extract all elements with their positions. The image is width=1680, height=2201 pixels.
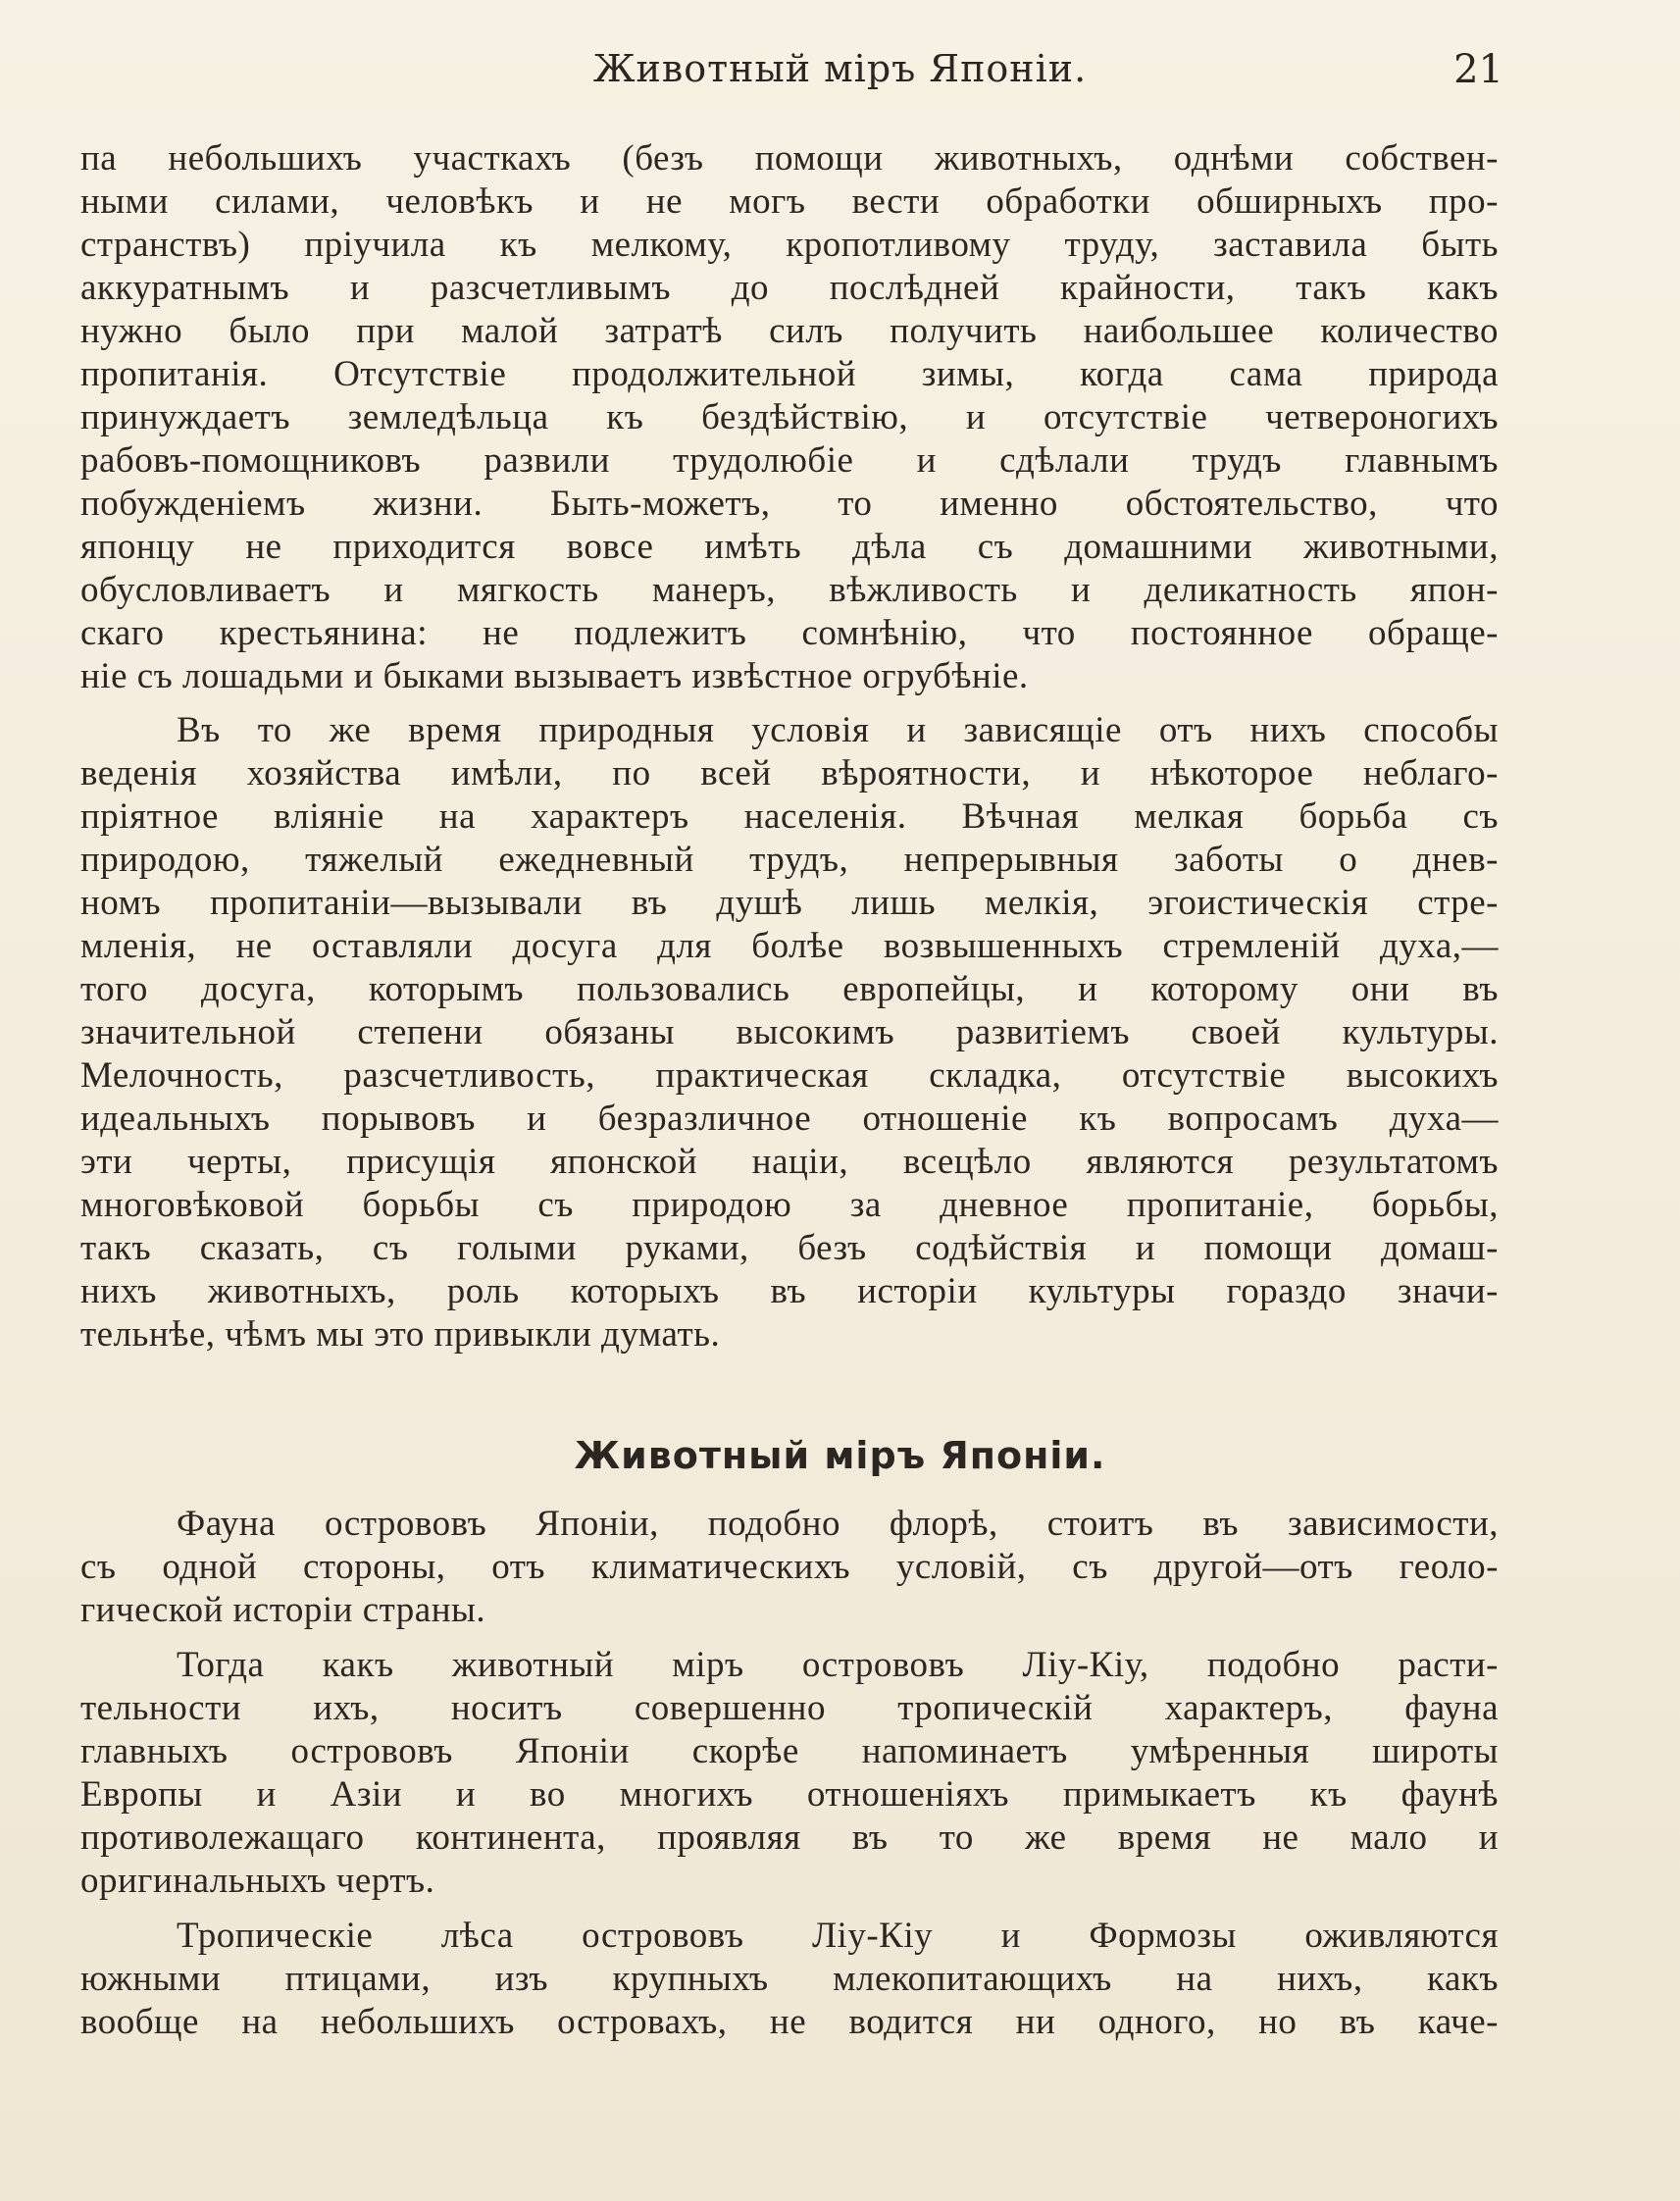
text-line: эти черты, присущія японской націи, всецѣло являются результатомъ [80, 1142, 1499, 1182]
text-line: значительной степени обязаны высокимъ развитіемъ своей культуры. [80, 1012, 1499, 1052]
text-line: такъ сказать, съ голыми руками, безъ содѣйствія и помощи домаш- [80, 1228, 1499, 1268]
text-line: па небольшихъ участкахъ (безъ помощи животныхъ, однѣми собствен- [80, 138, 1499, 179]
text-line: Тогда какъ животный міръ острововъ Ліу-Кіу, подобно расти- [177, 1645, 1499, 1685]
text-line: тельности ихъ, носитъ совершенно тропическій характеръ, фауна [80, 1688, 1499, 1728]
text-line: Европы и Азіи и во многихъ отношеніяхъ примыкаетъ къ фаунѣ [80, 1774, 1499, 1815]
text-line: принуждаетъ земледѣльца къ бездѣйствію, и отсутствіе четвероногихъ [80, 397, 1499, 437]
text-line: оригинальныхъ чертъ. [80, 1861, 435, 1901]
text-line: многовѣковой борьбы съ природою за дневное пропитаніе, борьбы, [80, 1185, 1499, 1225]
text-line: противолежащаго континента, проявляя въ то же время не мало и [80, 1817, 1499, 1858]
text-line: южными птицами, изъ крупныхъ млекопитающихъ на нихъ, какъ [80, 1959, 1499, 1999]
text-line: вообще на небольшихъ островахъ, не водится ни одного, но въ каче- [80, 2002, 1499, 2042]
text-line: главныхъ острововъ Японіи скорѣе напоминаетъ умѣренныя широты [80, 1731, 1499, 1771]
text-line: побужденіемъ жизни. Быть-можетъ, то именно обстоятельство, что [80, 484, 1499, 524]
page-number: 21 [1453, 47, 1503, 92]
text-line: обусловливаетъ и мягкость манеръ, вѣжливость и деликатность япон- [80, 570, 1499, 610]
running-head [0, 47, 1680, 96]
text-line: странствъ) пріучила къ мелкому, кропотливому труду, заставила быть [80, 225, 1499, 265]
text-line: скаго крестьянина: не подлежитъ сомнѣнію, что постоянное обраще- [80, 613, 1499, 653]
text-line: ными силами, человѣкъ и не могъ вести обработки обширныхъ про- [80, 181, 1499, 222]
text-line: идеальныхъ порывовъ и безразличное отношеніе къ вопросамъ духа— [80, 1099, 1499, 1139]
text-line: того досуга, которымъ пользовались европейцы, и которому они въ [80, 969, 1499, 1009]
running-title: Животный міръ Японіи. [592, 47, 1088, 90]
text-line: съ одной стороны, отъ климатическихъ условій, съ другой—отъ геоло- [80, 1547, 1499, 1587]
text-line: рабовъ-помощниковъ развили трудолюбіе и сдѣлали трудъ главнымъ [80, 440, 1499, 481]
text-line: Фауна острововъ Японіи, подобно флорѣ, стоитъ въ зависимости, [177, 1504, 1499, 1544]
text-line: тельнѣе, чѣмъ мы это привыкли думать. [80, 1314, 721, 1355]
text-line: пропитанія. Отсутствіе продолжительной зимы, когда сама природа [80, 354, 1499, 394]
text-line: пріятное вліяніе на характеръ населенія. Вѣчная мелкая борьба съ [80, 796, 1499, 837]
text-line: гической исторіи страны. [80, 1590, 486, 1630]
text-line: природою, тяжелый ежедневный трудъ, непрерывныя заботы о днев- [80, 840, 1499, 880]
text-line: японцу не приходится вовсе имѣть дѣла съ домашними животными, [80, 527, 1499, 567]
text-line: Мелочность, разсчетливость, практическая складка, отсутствіе высокихъ [80, 1055, 1499, 1096]
text-line: веденія хозяйства имѣли, по всей вѣроятности, и нѣкоторое неблаго- [80, 753, 1499, 793]
text-line: Тропическіе лѣса острововъ Ліу-Кіу и Формозы оживляются [177, 1916, 1499, 1956]
text-line: ніе съ лошадьми и быками вызываетъ извѣстное огрубѣніе. [80, 656, 1029, 696]
text-line: аккуратнымъ и разсчетливымъ до послѣдней крайности, такъ какъ [80, 268, 1499, 308]
text-line: нихъ животныхъ, роль которыхъ въ исторіи культуры гораздо значи- [80, 1271, 1499, 1311]
text-line: номъ пропитаніи—вызывали въ душѣ лишь мелкія, эгоистическія стре- [80, 883, 1499, 923]
section-heading: Животный міръ Японіи. [574, 1434, 1106, 1477]
text-line: мленія, не оставляли досуга для болѣе возвышенныхъ стремленій духа,— [80, 926, 1499, 966]
text-line: Въ то же время природныя условія и зависящіе отъ нихъ способы [177, 710, 1499, 750]
text-line: нужно было при малой затратѣ силъ получить наибольшее количество [80, 311, 1499, 351]
